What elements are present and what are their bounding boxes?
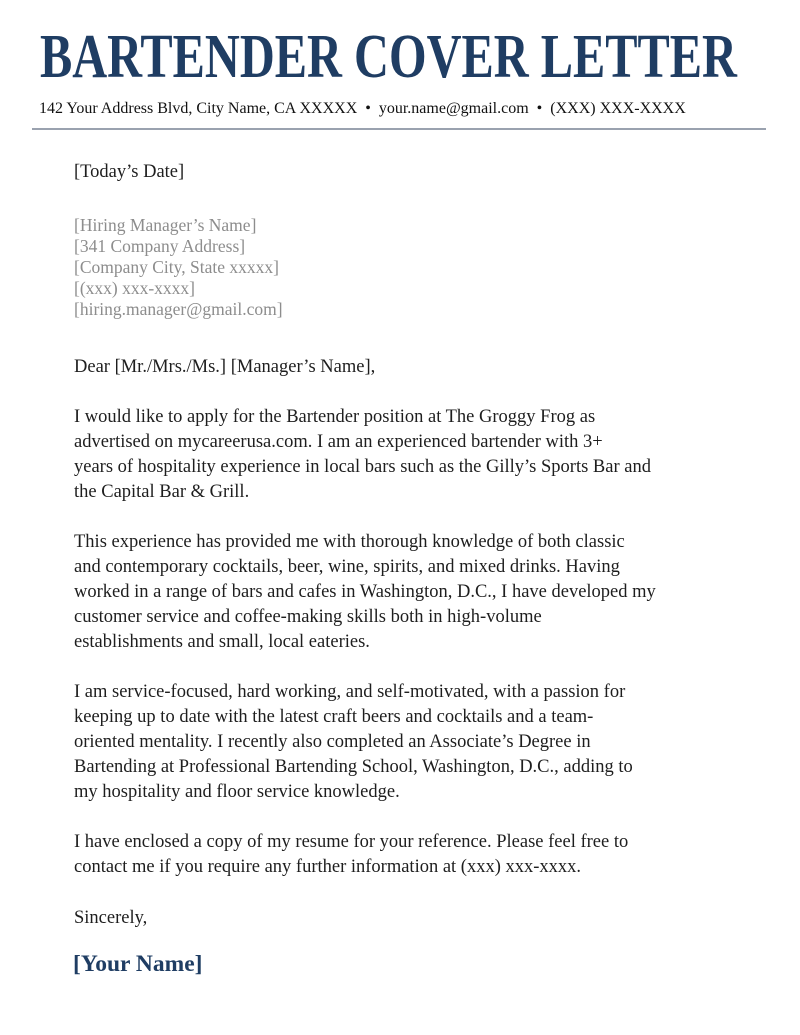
- text-line: establishments and small, local eateries.: [74, 632, 370, 652]
- text-line: the Capital Bar & Grill.: [74, 482, 250, 502]
- body-paragraph-4: [74, 830, 628, 880]
- text-line: and contemporary cocktails, beer, wine, spirits, and mixed drinks. Having: [74, 557, 620, 577]
- page-title: BARTENDER COVER LETTER: [40, 23, 737, 91]
- text-line: oriented mentality. I recently also completed an Associate’s Degree in: [74, 732, 591, 752]
- text-line: [341 Company Address]: [74, 236, 246, 256]
- text-line: I would like to apply for the Bartender position at The Groggy Frog as: [74, 407, 596, 427]
- text-line: customer service and coffee-making skills both in high-volume: [74, 607, 542, 627]
- header-divider: [32, 128, 766, 130]
- body-paragraph-1: [74, 405, 651, 505]
- signature-name-placeholder: [Your Name]: [73, 951, 203, 977]
- recipient-address-block: [74, 215, 283, 320]
- text-line: [Hiring Manager’s Name]: [74, 215, 257, 235]
- body-paragraph-2: [74, 530, 656, 655]
- text-line: my hospitality and floor service knowledge.: [74, 782, 400, 802]
- text-line: This experience has provided me with thorough knowledge of both classic: [74, 532, 625, 552]
- text-line: keeping up to date with the latest craft beers and cocktails and a team-: [74, 707, 594, 727]
- body-paragraph-3: [74, 680, 633, 805]
- text-line: contact me if you require any further information at (xxx) xxx-xxxx.: [74, 857, 582, 877]
- text-line: [(xxx) xxx-xxxx]: [74, 278, 196, 298]
- text-line: years of hospitality experience in local bars such as the Gilly’s Sports Bar and: [74, 457, 651, 477]
- text-line: [Company City, State xxxxx]: [74, 257, 279, 277]
- text-line: I have enclosed a copy of my resume for your reference. Please feel free to: [74, 832, 629, 852]
- closing-line: Sincerely,: [74, 908, 148, 928]
- date-placeholder: [Today’s Date]: [74, 162, 185, 182]
- sender-contact-line: 142 Your Address Blvd, City Name, CA XXXXX • your.name@gmail.com • (XXX) XXX-XXXX: [39, 100, 686, 117]
- text-line: worked in a range of bars and cafes in Washington, D.C., I have developed my: [74, 582, 656, 602]
- salutation: Dear [Mr./Mrs./Ms.] [Manager’s Name],: [74, 357, 376, 377]
- text-line: [hiring.manager@gmail.com]: [74, 299, 283, 319]
- text-line: Bartending at Professional Bartending School, Washington, D.C., adding to: [74, 757, 633, 777]
- text-line: advertised on mycareerusa.com. I am an experienced bartender with 3+: [74, 432, 603, 452]
- text-line: I am service-focused, hard working, and self-motivated, with a passion for: [74, 682, 626, 702]
